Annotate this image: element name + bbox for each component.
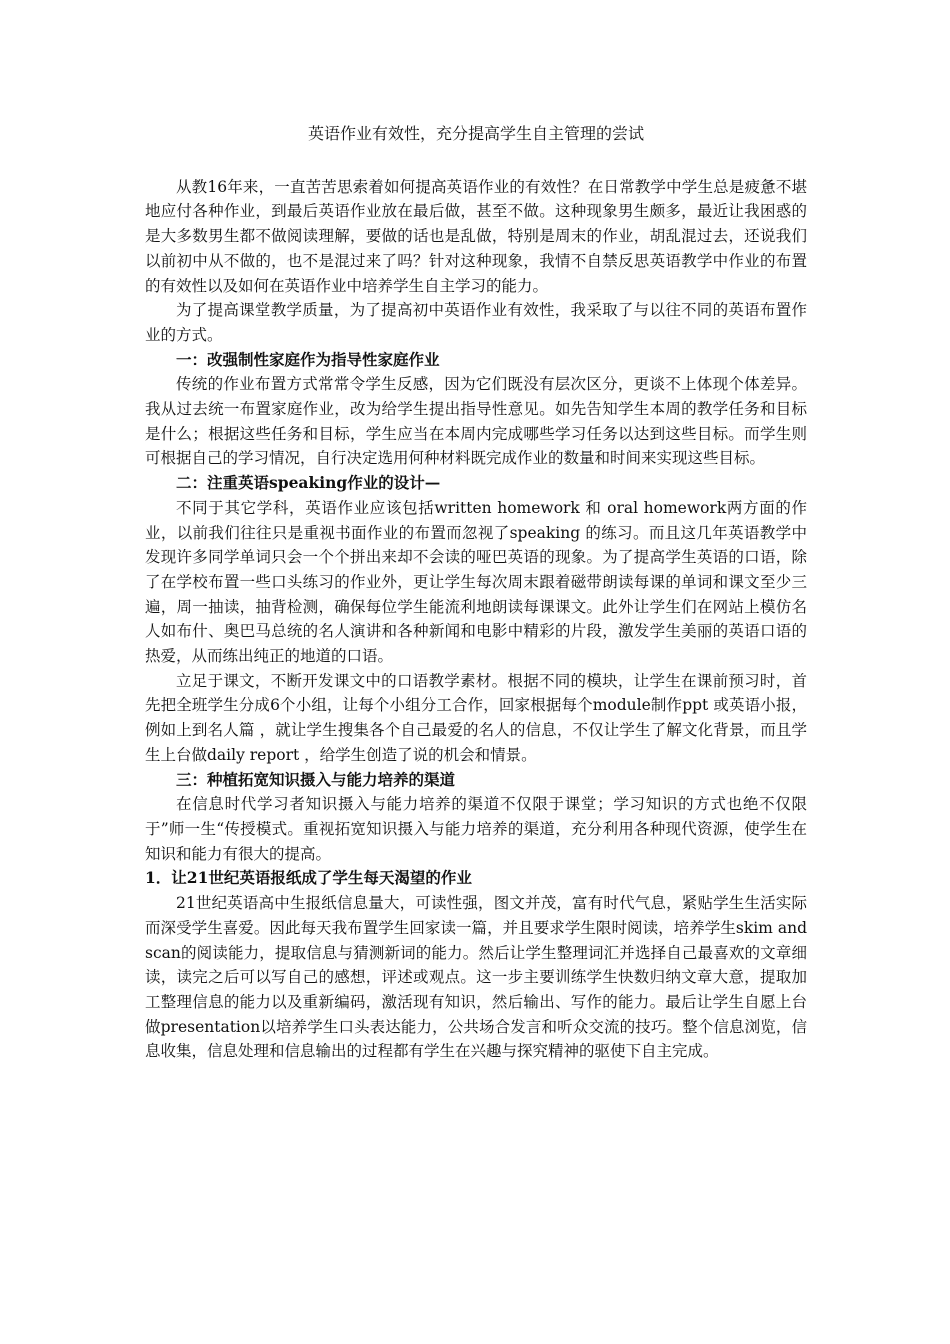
section-2-paragraph-1: 不同于其它学科，英语作业应该包括written homework 和 oral homework两方面的作业，以前我们往往只是重视书面作业的布置而忽视了speaking 的练习。而且这几年英语教学中发现许多同学单词只会一个个拼出来却不会读的哑巴英语的现象。为了提高学生英语的口语，除了在学校布置一些口头练习的作业外，更让学生每次周末跟着磁带朗读每课的单词和课文至少三遍，周一抽读，抽背检测，确保每位学生能流利地朗读每课课文。此外让学生们在网站上模仿名人如布什、奥巴马总统的名人演讲和各种新闻和电影中精彩的片段，激发学生美丽的英语口语的热爱，从而练出纯正的地道的口语。 [145, 498, 807, 666]
section-4-paragraph: 21世纪英语高中生报纸信息量大，可读性强，图文并茂，富有时代气息，紧贴学生生活实际而深受学生喜爱。因此每天我布置学生回家读一篇，并且要求学生限时阅读，培养学生skim and scan的阅读能力，提取信息与猜测新词的能力。然后让学生整理词汇并选择自己最喜欢的文章细读，读完之后可以写自己的感想，评述或观点。这一步主要训练学生快数归纳文章大意，提取加工整理信息的能力以及重新编码，激活现有知识，然后输出、写作的能力。最后让学生自愿上台做presentation以培养学生口头表达能力，公共场合发言和听众交流的技巧。整个信息浏览，信息收集，信息处理和信息输出的过程都有学生在兴趣与探究精神的驱使下自主完成。 [145, 894, 807, 1061]
intro-paragraph-2: 为了提高课堂教学质量，为了提高初中英语作业有效性，我采取了与以往不同的英语布置作业的方式。 [145, 301, 807, 344]
section-3-heading: 三：种植拓宽知识摄入与能力培养的渠道 [176, 769, 456, 789]
section-3-paragraph: 在信息时代学习者知识摄入与能力培养的渠道不仅限于课堂；学习知识的方式也绝不仅限于”师一生“传授模式。重视拓宽知识摄入与能力培养的渠道，充分利用各种现代资源，使学生在知识和能力有很大的提高。 [145, 795, 807, 863]
section-2-heading: 二：注重英语speaking作业的设计— [176, 473, 441, 493]
intro-paragraph-1: 从教16年来，一直苦苦思索着如何提高英语作业的有效性？在日常教学中学生总是疲惫不堪地应付各种作业，到最后英语作业放在最后做，甚至不做。这种现象男生颇多，最近让我困惑的是大多数男生都不做阅读理解，要做的话也是乱做，特别是周末的作业，胡乱混过去，还说我们以前初中从不做的，也不是混过来了吗？针对这种现象，我情不自禁反思英语教学中作业的布置的有效性以及如何在英语作业中培养学生自主学习的能力。 [145, 177, 807, 295]
section-2-paragraph-2: 立足于课文，不断开发课文中的口语教学素材。根据不同的模块，让学生在课前预习时，首先把全班学生分成6个小组，让每个小组分工合作，回家根据每个module制作ppt 或英语小报，例如上到名人篇 ，就让学生搜集各个自己最爱的名人的信息，不仅让学生了解文化背景，而且学生上台做daily report ，给学生创造了说的机会和情景。 [145, 671, 807, 764]
section-1-heading: 一：改强制性家庭作为指导性家庭作业 [176, 349, 440, 369]
section-1-paragraph: 传统的作业布置方式常常令学生反感，因为它们既没有层次区分，更谈不上体现个体差异。我从过去统一布置家庭作业，改为给学生提出指导性意见。如先告知学生本周的教学任务和目标是什么；根据这些任务和目标，学生应当在本周内完成哪些学习任务以达到这些目标。而学生则可根据自己的学习情况，自行决定选用何种材料既完成作业的数量和时间来实现这些目标。 [145, 375, 807, 468]
document-page [145, 122, 807, 1064]
document-title: 英语作业有效性，充分提高学生自主管理的尝试 [307, 124, 644, 143]
section-4-heading: 1．让21世纪英语报纸成了学生每天渴望的作业 [145, 868, 472, 888]
